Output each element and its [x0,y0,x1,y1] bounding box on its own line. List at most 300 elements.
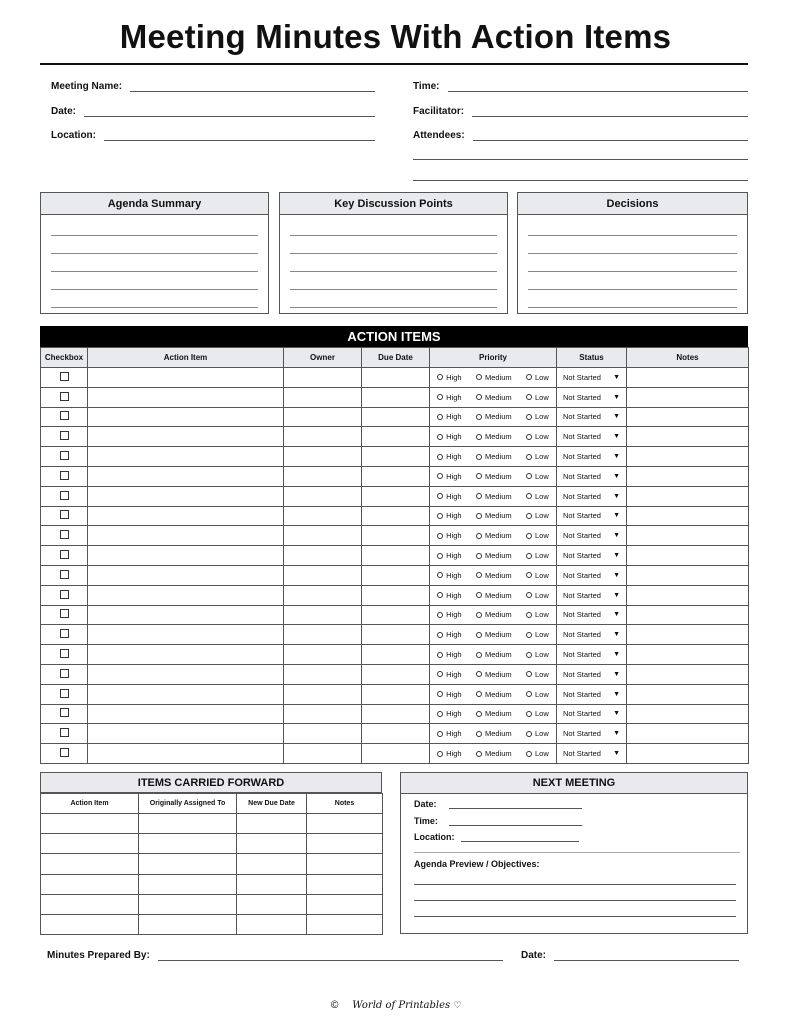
status-cell[interactable] [557,684,627,704]
owner-cell[interactable] [284,645,362,665]
notes-cell[interactable] [627,585,749,605]
priority-option[interactable] [526,511,549,520]
nm-agenda-line[interactable] [414,884,736,885]
status-cell[interactable] [557,407,627,427]
radio-icon[interactable] [526,553,532,559]
priority-option[interactable] [526,610,549,619]
time-line[interactable] [448,82,749,92]
radio-icon[interactable] [476,493,482,499]
priority-option[interactable] [437,749,461,758]
action-item-cell[interactable] [88,387,284,407]
checkbox[interactable] [60,530,69,539]
due-date-cell[interactable] [362,427,430,447]
status-cell[interactable] [557,447,627,467]
date-field[interactable] [51,103,375,117]
radio-icon[interactable] [526,612,532,618]
dropdown-arrow-icon[interactable]: ▼ [613,690,620,698]
facilitator-line[interactable] [472,107,748,117]
priority-option[interactable] [476,729,512,738]
owner-cell[interactable] [284,704,362,724]
signoff-date-field[interactable] [521,947,739,961]
cf-action-item-cell[interactable] [41,834,139,854]
radio-icon[interactable] [476,592,482,598]
action-item-cell[interactable] [88,704,284,724]
priority-option[interactable] [526,591,549,600]
cf-notes-cell[interactable] [307,854,383,874]
facilitator-field[interactable] [413,103,748,117]
status-cell[interactable] [557,585,627,605]
priority-option[interactable] [526,729,549,738]
priority-option[interactable] [437,412,461,421]
priority-option[interactable] [476,492,512,501]
meeting-name-line[interactable] [130,82,375,92]
radio-icon[interactable] [526,394,532,400]
dropdown-arrow-icon[interactable]: ▼ [613,433,620,441]
dropdown-arrow-icon[interactable]: ▼ [613,571,620,579]
status-cell[interactable] [557,565,627,585]
checkbox[interactable] [60,491,69,500]
action-item-cell[interactable] [88,664,284,684]
radio-icon[interactable] [437,632,443,638]
radio-icon[interactable] [437,374,443,380]
due-date-cell[interactable] [362,466,430,486]
agenda-line[interactable] [51,289,258,290]
owner-cell[interactable] [284,407,362,427]
meeting-name-field[interactable] [51,78,375,92]
checkbox[interactable] [60,471,69,480]
notes-cell[interactable] [627,427,749,447]
checkbox[interactable] [60,510,69,519]
radio-icon[interactable] [437,592,443,598]
action-item-cell[interactable] [88,407,284,427]
priority-option[interactable] [437,551,461,560]
priority-option[interactable] [526,650,549,659]
priority-option[interactable] [476,511,512,520]
action-item-cell[interactable] [88,466,284,486]
due-date-cell[interactable] [362,387,430,407]
radio-icon[interactable] [526,632,532,638]
radio-icon[interactable] [476,454,482,460]
due-date-cell[interactable] [362,645,430,665]
priority-option[interactable] [437,531,461,540]
action-item-cell[interactable] [88,625,284,645]
action-item-cell[interactable] [88,447,284,467]
checkbox[interactable] [60,649,69,658]
cf-action-item-cell[interactable] [41,914,139,934]
action-item-cell[interactable] [88,684,284,704]
notes-cell[interactable] [627,704,749,724]
cf-assigned-cell[interactable] [139,854,237,874]
owner-cell[interactable] [284,447,362,467]
time-field[interactable] [413,78,748,92]
action-item-cell[interactable] [88,605,284,625]
owner-cell[interactable] [284,684,362,704]
priority-option[interactable] [476,571,512,580]
action-item-cell[interactable] [88,546,284,566]
status-cell[interactable] [557,427,627,447]
cf-action-item-cell[interactable] [41,874,139,894]
owner-cell[interactable] [284,526,362,546]
action-item-cell[interactable] [88,526,284,546]
cf-due-date-cell[interactable] [237,894,307,914]
status-cell[interactable] [557,387,627,407]
checkbox[interactable] [60,392,69,401]
priority-option[interactable] [437,452,461,461]
notes-cell[interactable] [627,605,749,625]
priority-option[interactable] [476,749,512,758]
action-item-cell[interactable] [88,427,284,447]
priority-option[interactable] [437,432,461,441]
due-date-cell[interactable] [362,724,430,744]
radio-icon[interactable] [476,434,482,440]
radio-icon[interactable] [437,553,443,559]
radio-icon[interactable] [526,691,532,697]
priority-option[interactable] [526,630,549,639]
discussion-line[interactable] [290,253,497,254]
owner-cell[interactable] [284,625,362,645]
priority-option[interactable] [437,670,461,679]
radio-icon[interactable] [437,691,443,697]
due-date-cell[interactable] [362,526,430,546]
radio-icon[interactable] [526,434,532,440]
radio-icon[interactable] [437,454,443,460]
radio-icon[interactable] [437,671,443,677]
action-item-cell[interactable] [88,585,284,605]
owner-cell[interactable] [284,427,362,447]
priority-option[interactable] [476,670,512,679]
signoff-date-line[interactable] [554,951,739,961]
dropdown-arrow-icon[interactable]: ▼ [613,512,620,520]
owner-cell[interactable] [284,744,362,764]
priority-option[interactable] [526,452,549,461]
owner-cell[interactable] [284,724,362,744]
due-date-cell[interactable] [362,565,430,585]
radio-icon[interactable] [437,434,443,440]
due-date-cell[interactable] [362,447,430,467]
dropdown-arrow-icon[interactable]: ▼ [613,651,620,659]
radio-icon[interactable] [476,612,482,618]
prepared-by-line[interactable] [158,951,503,961]
owner-cell[interactable] [284,368,362,388]
dropdown-arrow-icon[interactable]: ▼ [613,750,620,758]
action-item-cell[interactable] [88,744,284,764]
decisions-line[interactable] [528,271,737,272]
radio-icon[interactable] [437,493,443,499]
status-cell[interactable] [557,605,627,625]
radio-icon[interactable] [476,473,482,479]
status-cell[interactable] [557,664,627,684]
priority-option[interactable] [476,610,512,619]
prepared-by-field[interactable] [47,947,503,961]
notes-cell[interactable] [627,684,749,704]
dropdown-arrow-icon[interactable]: ▼ [613,730,620,738]
priority-option[interactable] [476,551,512,560]
priority-option[interactable] [526,551,549,560]
radio-icon[interactable] [476,533,482,539]
agenda-line[interactable] [51,271,258,272]
owner-cell[interactable] [284,605,362,625]
radio-icon[interactable] [476,374,482,380]
radio-icon[interactable] [526,711,532,717]
dropdown-arrow-icon[interactable]: ▼ [613,413,620,421]
radio-icon[interactable] [526,454,532,460]
status-cell[interactable] [557,625,627,645]
priority-option[interactable] [526,571,549,580]
cf-action-item-cell[interactable] [41,854,139,874]
checkbox[interactable] [60,609,69,618]
location-line[interactable] [104,131,375,141]
radio-icon[interactable] [526,493,532,499]
dropdown-arrow-icon[interactable]: ▼ [613,492,620,500]
owner-cell[interactable] [284,387,362,407]
decisions-line[interactable] [528,253,737,254]
priority-option[interactable] [437,709,461,718]
notes-cell[interactable] [627,387,749,407]
nm-agenda-line[interactable] [414,916,736,917]
radio-icon[interactable] [526,731,532,737]
priority-option[interactable] [476,472,512,481]
nm-agenda-line[interactable] [414,900,736,901]
due-date-cell[interactable] [362,744,430,764]
radio-icon[interactable] [526,671,532,677]
cf-action-item-cell[interactable] [41,894,139,914]
cf-due-date-cell[interactable] [237,914,307,934]
due-date-cell[interactable] [362,704,430,724]
dropdown-arrow-icon[interactable]: ▼ [613,373,620,381]
cf-notes-cell[interactable] [307,874,383,894]
status-cell[interactable] [557,724,627,744]
agenda-line[interactable] [51,235,258,236]
cf-assigned-cell[interactable] [139,874,237,894]
priority-option[interactable] [437,393,461,402]
notes-cell[interactable] [627,466,749,486]
radio-icon[interactable] [476,711,482,717]
cf-assigned-cell[interactable] [139,914,237,934]
due-date-cell[interactable] [362,585,430,605]
priority-option[interactable] [476,690,512,699]
status-cell[interactable] [557,506,627,526]
notes-cell[interactable] [627,407,749,427]
radio-icon[interactable] [476,394,482,400]
priority-option[interactable] [526,412,549,421]
priority-option[interactable] [437,610,461,619]
cf-notes-cell[interactable] [307,914,383,934]
nm-time-line[interactable] [449,817,582,826]
owner-cell[interactable] [284,546,362,566]
priority-option[interactable] [476,373,512,382]
notes-cell[interactable] [627,486,749,506]
cf-due-date-cell[interactable] [237,874,307,894]
dropdown-arrow-icon[interactable]: ▼ [613,670,620,678]
checkbox[interactable] [60,708,69,717]
attendees-line-2[interactable] [413,159,748,160]
priority-option[interactable] [437,690,461,699]
priority-option[interactable] [437,650,461,659]
checkbox[interactable] [60,570,69,579]
priority-option[interactable] [526,432,549,441]
discussion-line[interactable] [290,307,497,308]
location-field[interactable] [51,127,375,141]
checkbox[interactable] [60,550,69,559]
checkbox[interactable] [60,372,69,381]
discussion-line[interactable] [290,271,497,272]
notes-cell[interactable] [627,565,749,585]
checkbox[interactable] [60,590,69,599]
notes-cell[interactable] [627,724,749,744]
radio-icon[interactable] [526,414,532,420]
radio-icon[interactable] [437,533,443,539]
priority-option[interactable] [437,373,461,382]
notes-cell[interactable] [627,447,749,467]
checkbox[interactable] [60,728,69,737]
action-item-cell[interactable] [88,724,284,744]
radio-icon[interactable] [526,473,532,479]
radio-icon[interactable] [476,414,482,420]
notes-cell[interactable] [627,368,749,388]
dropdown-arrow-icon[interactable]: ▼ [613,591,620,599]
due-date-cell[interactable] [362,684,430,704]
dropdown-arrow-icon[interactable]: ▼ [613,552,620,560]
attendees-field[interactable] [413,127,748,141]
due-date-cell[interactable] [362,546,430,566]
priority-option[interactable] [476,630,512,639]
nm-date-field[interactable] [414,799,582,809]
radio-icon[interactable] [526,533,532,539]
priority-option[interactable] [437,591,461,600]
radio-icon[interactable] [476,652,482,658]
radio-icon[interactable] [437,473,443,479]
priority-option[interactable] [437,571,461,580]
cf-action-item-cell[interactable] [41,814,139,834]
date-line[interactable] [84,107,375,117]
checkbox[interactable] [60,451,69,460]
cf-due-date-cell[interactable] [237,814,307,834]
action-item-cell[interactable] [88,645,284,665]
status-cell[interactable] [557,466,627,486]
due-date-cell[interactable] [362,368,430,388]
radio-icon[interactable] [437,731,443,737]
priority-option[interactable] [476,650,512,659]
status-cell[interactable] [557,744,627,764]
priority-option[interactable] [476,709,512,718]
radio-icon[interactable] [526,751,532,757]
dropdown-arrow-icon[interactable]: ▼ [613,532,620,540]
radio-icon[interactable] [476,691,482,697]
priority-option[interactable] [437,472,461,481]
decisions-line[interactable] [528,235,737,236]
due-date-cell[interactable] [362,486,430,506]
radio-icon[interactable] [526,652,532,658]
notes-cell[interactable] [627,526,749,546]
priority-option[interactable] [476,393,512,402]
decisions-line[interactable] [528,307,737,308]
priority-option[interactable] [526,690,549,699]
notes-cell[interactable] [627,546,749,566]
owner-cell[interactable] [284,585,362,605]
dropdown-arrow-icon[interactable]: ▼ [613,710,620,718]
radio-icon[interactable] [437,711,443,717]
checkbox[interactable] [60,748,69,757]
priority-option[interactable] [526,393,549,402]
dropdown-arrow-icon[interactable]: ▼ [613,611,620,619]
priority-option[interactable] [526,531,549,540]
agenda-line[interactable] [51,253,258,254]
discussion-line[interactable] [290,235,497,236]
priority-option[interactable] [526,492,549,501]
dropdown-arrow-icon[interactable]: ▼ [613,472,620,480]
checkbox[interactable] [60,411,69,420]
radio-icon[interactable] [437,394,443,400]
radio-icon[interactable] [526,572,532,578]
cf-assigned-cell[interactable] [139,814,237,834]
action-item-cell[interactable] [88,368,284,388]
owner-cell[interactable] [284,466,362,486]
nm-time-field[interactable] [414,816,582,826]
owner-cell[interactable] [284,506,362,526]
priority-option[interactable] [437,630,461,639]
checkbox[interactable] [60,629,69,638]
cf-due-date-cell[interactable] [237,834,307,854]
nm-date-line[interactable] [449,800,582,809]
priority-option[interactable] [476,531,512,540]
owner-cell[interactable] [284,664,362,684]
radio-icon[interactable] [476,513,482,519]
priority-option[interactable] [437,729,461,738]
radio-icon[interactable] [476,553,482,559]
checkbox[interactable] [60,669,69,678]
priority-option[interactable] [526,472,549,481]
decisions-line[interactable] [528,289,737,290]
status-cell[interactable] [557,546,627,566]
radio-icon[interactable] [437,612,443,618]
radio-icon[interactable] [476,751,482,757]
checkbox[interactable] [60,689,69,698]
owner-cell[interactable] [284,565,362,585]
radio-icon[interactable] [437,751,443,757]
discussion-line[interactable] [290,289,497,290]
due-date-cell[interactable] [362,506,430,526]
cf-notes-cell[interactable] [307,814,383,834]
priority-option[interactable] [526,670,549,679]
dropdown-arrow-icon[interactable]: ▼ [613,393,620,401]
status-cell[interactable] [557,645,627,665]
radio-icon[interactable] [476,632,482,638]
priority-option[interactable] [526,749,549,758]
status-cell[interactable] [557,486,627,506]
due-date-cell[interactable] [362,625,430,645]
priority-option[interactable] [476,432,512,441]
priority-option[interactable] [437,492,461,501]
priority-option[interactable] [476,591,512,600]
status-cell[interactable] [557,368,627,388]
nm-location-line[interactable] [461,833,579,842]
radio-icon[interactable] [526,374,532,380]
radio-icon[interactable] [437,652,443,658]
priority-option[interactable] [476,452,512,461]
radio-icon[interactable] [476,671,482,677]
due-date-cell[interactable] [362,407,430,427]
priority-option[interactable] [476,412,512,421]
attendees-line[interactable] [473,131,748,141]
due-date-cell[interactable] [362,605,430,625]
notes-cell[interactable] [627,506,749,526]
radio-icon[interactable] [526,592,532,598]
radio-icon[interactable] [437,414,443,420]
action-item-cell[interactable] [88,506,284,526]
radio-icon[interactable] [526,513,532,519]
nm-location-field[interactable] [414,832,579,842]
cf-assigned-cell[interactable] [139,834,237,854]
